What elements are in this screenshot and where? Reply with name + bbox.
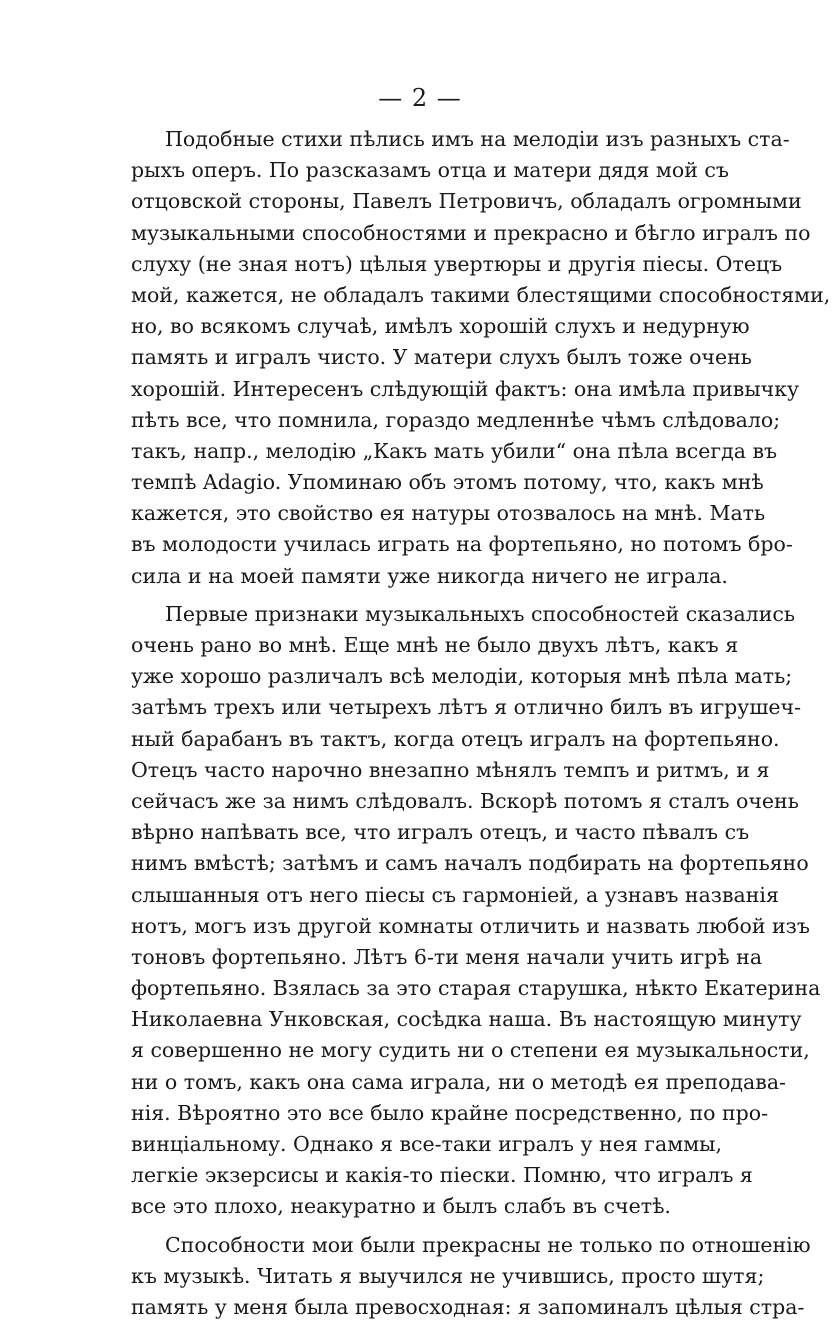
text-line: ни о томъ, какъ она сама играла, ни о методѣ ея преподава-: [131, 1069, 786, 1094]
text-line: Николаевна Унковская, сосѣдка наша. Въ настоящую минуту: [131, 1007, 802, 1032]
text-line: нимъ вмѣстѣ; затѣмъ и самъ началъ подбирать на фортепьяно: [131, 851, 809, 876]
text-line: музыкальными способностями и прекрасно и бѣгло игралъ по: [131, 220, 811, 245]
text-line: Отецъ часто нарочно внезапно мѣнялъ темпъ и ритмъ, и я: [131, 757, 770, 782]
text-line: мой, кажется, не обладалъ такими блестящими способностями,: [131, 282, 831, 307]
text-line: отцовской стороны, Павелъ Петровичъ, обладалъ огромными: [131, 189, 802, 214]
text-line: въ молодости училась играть на фортепьяно, но потомъ бро-: [131, 532, 793, 557]
text-line: память у меня была превосходная: я запоминалъ цѣлыя стра-: [131, 1294, 805, 1319]
text-line: сейчасъ же за нимъ слѣдовалъ. Вскорѣ потомъ я сталъ очень: [131, 788, 799, 813]
text-line: Первые признаки музыкальныхъ способностей сказались: [165, 601, 796, 626]
page-number-header: — 2 —: [378, 84, 462, 112]
text-line: хорошій. Интересенъ слѣдующій фактъ: она имѣла привычку: [131, 376, 800, 401]
text-line: рыхъ оперъ. По разсказамъ отца и матери дядя мой съ: [131, 158, 729, 183]
text-line: винціальному. Однако я все-таки игралъ у нея гаммы,: [131, 1132, 722, 1156]
text-line: уже хорошо различалъ всѣ мелодіи, которыя мнѣ пѣла мать;: [131, 664, 793, 689]
text-line: легкіе экзерсисы и какія-то піески. Помню, что игралъ я: [131, 1163, 753, 1188]
paragraph-1: [131, 124, 831, 592]
text-line: Способности мои были прекрасны не только по отношенію: [165, 1232, 811, 1257]
text-line: кажется, это свойство ея натуры отозвалось на мнѣ. Мать: [131, 501, 766, 526]
text-line: слышанныя отъ него піесы съ гармоніей, а узнавъ названія: [131, 882, 779, 907]
paragraph-3: [131, 1230, 811, 1324]
text-line: память и игралъ чисто. У матери слухъ былъ тоже очень: [131, 345, 752, 370]
text-line: фортепьяно. Взялась за это старая старушка, нѣкто Екатерина: [131, 976, 821, 1001]
paragraph-2: [131, 599, 821, 1223]
text-line: но, во всякомъ случаѣ, имѣлъ хорошій слухъ и недурную: [131, 314, 750, 339]
text-line: сила и на моей памяти уже никогда ничего не играла.: [131, 563, 728, 588]
text-line: все это плохо, неакуратно и былъ слабъ въ счетѣ.: [131, 1194, 671, 1219]
text-line: вѣрно напѣвать все, что игралъ отецъ, и часто пѣвалъ съ: [131, 820, 750, 845]
text-line: пѣть все, что помнила, гораздо медленнѣе чѣмъ слѣдовало;: [131, 407, 781, 432]
text-line: затѣмъ трехъ или четырехъ лѣтъ я отлично билъ въ игрушеч-: [131, 695, 802, 720]
text-line: Подобные стихи пѣлись имъ на мелодіи изъ разныхъ ста-: [165, 127, 790, 151]
text-line: ный барабанъ въ тактъ, когда отецъ игралъ на фортепьяно.: [131, 726, 780, 751]
text-line: нія. Вѣроятно это все было крайне посредственно, по про-: [131, 1100, 769, 1125]
text-line: такъ, напр., мелодію „Какъ мать убили“ она пѣла всегда въ: [131, 438, 778, 463]
text-line: очень рано во мнѣ. Еще мнѣ не было двухъ лѣтъ, какъ я: [131, 633, 739, 657]
body-text: [131, 124, 831, 1330]
text-line: слуху (не зная нотъ) цѣлыя увертюры и другія піесы. Отецъ: [131, 251, 783, 276]
text-line: къ музыкѣ. Читать я выучился не учившись, просто шутя;: [131, 1263, 765, 1288]
text-line: темпѣ Adagio. Упоминаю объ этомъ потому, что, какъ мнѣ: [131, 470, 764, 495]
text-line: я совершенно не могу судить ни о степени ея музыкальности,: [131, 1038, 810, 1063]
text-line: тоновъ фортепьяно. Лѣтъ 6-ти меня начали учить игрѣ на: [131, 944, 763, 969]
text-line: нотъ, могъ изъ другой комнаты отличить и назвать любой изъ: [131, 913, 810, 938]
